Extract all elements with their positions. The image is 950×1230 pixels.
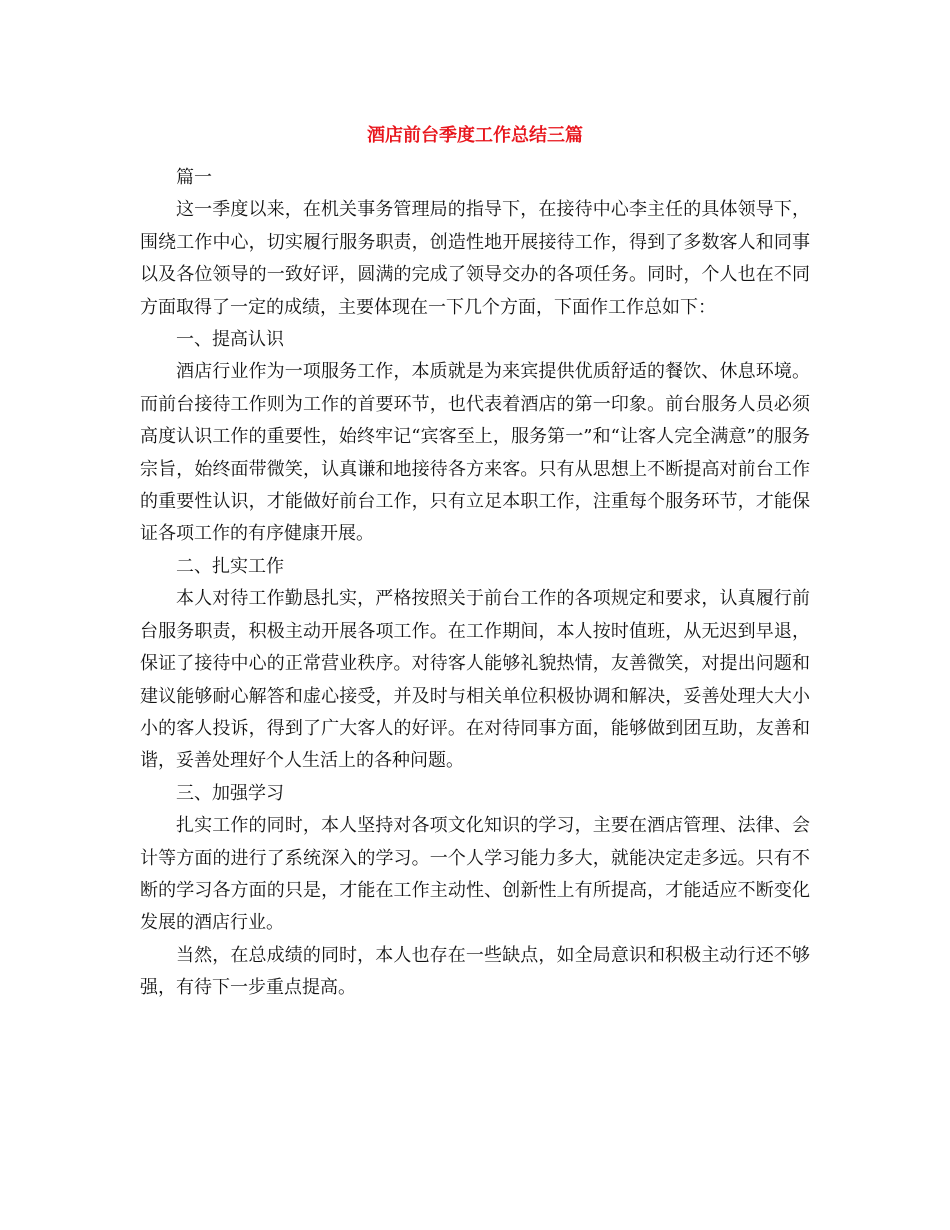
document-title: 酒店前台季度工作总结三篇 <box>367 125 583 146</box>
section-heading-solid-work: 二、扎实工作 <box>176 555 284 577</box>
learning-paragraph: 扎实工作的同时，本人坚持对各项文化知识的学习，主要在酒店管理、法律、会计等方面的进行了系统深入的学习。一个人学习能力多大，就能决定走多远。只有不断的学习各方面的只是，才能在工作主动性、创新性上有所提高，才能适应不断变化发展的酒店行业。 <box>140 815 810 934</box>
solid-work-paragraph: 本人对待工作勤恳扎实，严格按照关于前台工作的各项规定和要求，认真履行前台服务职责，积极主动开展各项工作。在工作期间，本人按时值班，从无迟到早退，保证了接待中心的正常营业秩序。对待客人能够礼貌热情，友善微笑，对提出问题和建议能够耐心解答和虚心接受，并及时与相关单位积极协调和解决，妥善处理大大小小的客人投诉，得到了广大客人的好评。在对待同事方面，能够做到团互助，友善和谐，妥善处理好个人生活上的各种问题。 <box>140 588 810 772</box>
section-heading-awareness: 一、提高认识 <box>176 329 284 351</box>
section-heading-part-one: 篇一 <box>176 167 212 188</box>
section-heading-learning: 三、加强学习 <box>176 782 284 804</box>
shortcomings-paragraph: 当然，在总成绩的同时，本人也存在一些缺点，如全局意识和积极主动行还不够强，有待下一步重点提高。 <box>140 944 810 999</box>
intro-paragraph: 这一季度以来，在机关事务管理局的指导下，在接待中心李主任的具体领导下，围绕工作中心，切实履行服务职责，创造性地开展接待工作，得到了多数客人和同事以及各位领导的一致好评，圆满的完成了领导交办的各项任务。同时，个人也在不同方面取得了一定的成绩，主要体现在一下几个方面，下面作工作总如下： <box>140 199 810 318</box>
document-body <box>140 162 810 1005</box>
awareness-paragraph: 酒店行业作为一项服务工作，本质就是为来宾提供优质舒适的餐饮、休息环境。而前台接待工作则为工作的首要环节，也代表着酒店的第一印象。前台服务人员必须高度认识工作的重要性，始终牢记“宾客至上，服务第一”和“让客人完全满意”的服务宗旨，始终面带微笑，认真谦和地接待各方来客。只有从思想上不断提高对前台工作的重要性认识，才能做好前台工作，只有立足本职工作，注重每个服务环节，才能保证各项工作的有序健康开展。 <box>140 361 810 545</box>
